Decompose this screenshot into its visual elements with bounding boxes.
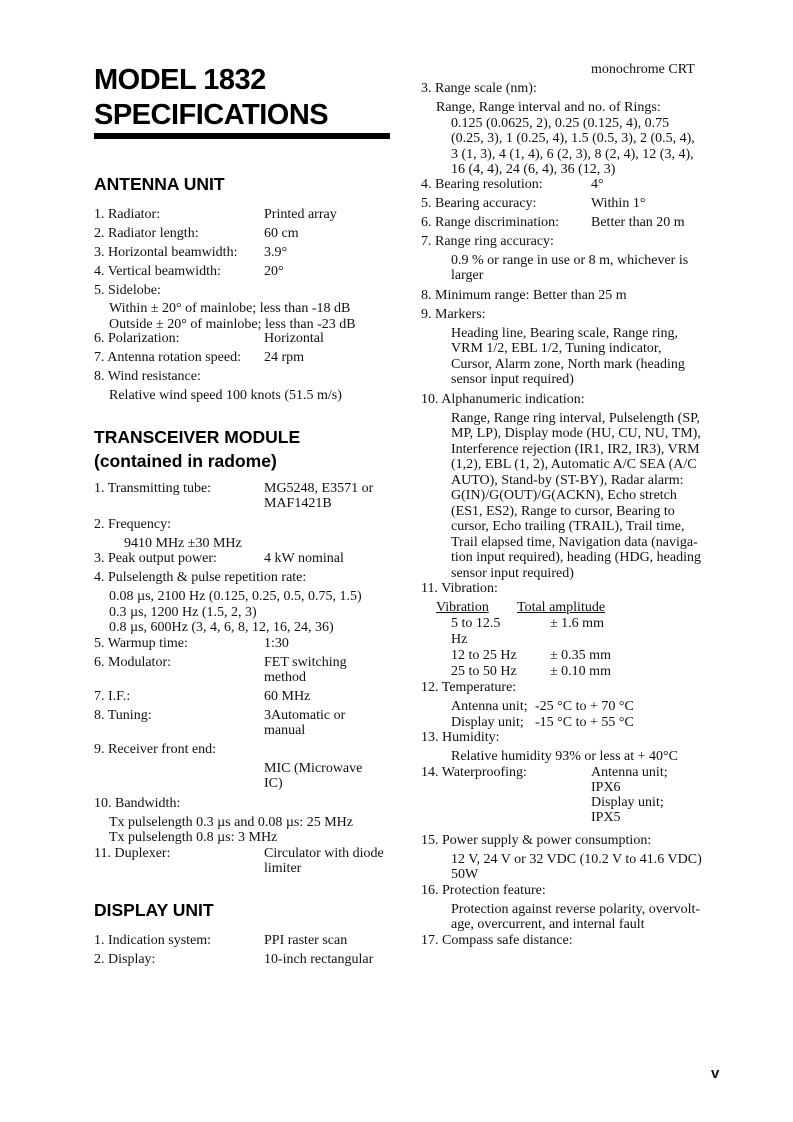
detail-line: sensor input required) <box>451 372 574 387</box>
table-cell: 25 to 50 Hz <box>451 664 517 679</box>
spec-h-beamwidth <box>94 245 404 260</box>
detail-line: MP, LP), Display mode (HU, CU, NU, TM), <box>451 426 701 441</box>
detail-line: cursor, Echo trailing (TRAIL), Trail time, <box>451 519 685 534</box>
spec-value: Better than 20 m <box>591 214 685 230</box>
spec-label: 12. Temperature: <box>421 680 517 695</box>
spec-alphanumeric <box>421 392 721 407</box>
spec-label: 3. Peak output power: <box>94 551 217 566</box>
spec-ring-accuracy <box>421 234 721 249</box>
spec-label: 16. Protection feature: <box>421 882 546 898</box>
detail-line: Cursor, Alarm zone, North mark (heading <box>451 356 685 372</box>
power-detail <box>421 852 721 883</box>
value-line: IPX5 <box>591 809 621 825</box>
spec-compass-safe-distance <box>421 933 721 948</box>
spec-label: 4. Bearing resolution: <box>421 176 543 192</box>
detail-line: (1,2), EBL (1, 2), Automatic A/C SEA (A/C <box>451 457 697 472</box>
table-row <box>436 664 611 680</box>
detail-line: (0.25, 3), 1 (0.25, 4), 1.5 (0.5, 3), 2 (0.5, 4), <box>451 131 695 146</box>
table-row <box>436 616 611 648</box>
detail-line: larger <box>451 268 484 283</box>
spec-label: 8. Wind resistance: <box>94 369 201 384</box>
spec-rotation-speed <box>94 350 404 365</box>
detail-line: 0.125 (0.0625, 2), 0.25 (0.125, 4), 0.75 <box>451 115 670 131</box>
spec-label: 5. Warmup time: <box>94 635 188 651</box>
spec-label: 2. Frequency: <box>94 516 171 532</box>
table-row <box>436 648 611 664</box>
value-line: MAF1421B <box>264 495 332 511</box>
spec-range-scale <box>421 81 721 96</box>
spec-humidity <box>421 730 721 745</box>
detail-line: Tx pulselength 0.3 µs and 0.08 µs: 25 MHz <box>109 814 354 830</box>
spec-value: PPI raster scan <box>264 932 348 948</box>
spec-label: 17. Compass safe distance: <box>421 932 573 948</box>
spec-value: 4 kW nominal <box>264 551 344 566</box>
detail-line: 50W <box>451 867 479 882</box>
spec-label: 5. Bearing accuracy: <box>421 195 537 211</box>
spec-vibration <box>421 581 721 596</box>
value-line: Circulator with diode <box>264 845 384 861</box>
right-column <box>421 60 721 952</box>
spec-value: 4° <box>591 176 604 192</box>
frequency-detail <box>94 536 404 552</box>
wind-detail <box>94 388 404 404</box>
spec-label: 9. Receiver front end: <box>94 741 217 757</box>
spec-value: 3.9° <box>264 245 288 260</box>
title-line-2: SPECIFICATIONS <box>94 99 329 131</box>
spec-label: 1. Radiator: <box>94 207 161 222</box>
detail-line: age, overcurrent, and internal fault <box>451 917 645 932</box>
detail-line: Interference rejection (IR1, IR2, IR3), VRM <box>451 441 700 457</box>
detail-line: VRM 1/2, EBL 1/2, Tuning indicator, <box>451 341 662 356</box>
spec-label: 6. Modulator: <box>94 654 171 670</box>
temp-value: -25 °C to + 70 °C <box>535 699 634 714</box>
spec-waterproofing <box>421 765 721 825</box>
detail-line: Protection against reverse polarity, overvolt- <box>451 901 701 917</box>
title-line-1: MODEL 1832 <box>94 64 266 96</box>
spec-value: 1:30 <box>264 635 289 651</box>
vibration-table <box>436 600 611 680</box>
value-line: manual <box>264 722 306 738</box>
value-line: method <box>264 669 306 685</box>
table-header-row <box>436 600 611 616</box>
detail-line: 16 (4, 4), 24 (6, 4), 36 (12, 3) <box>451 162 616 177</box>
spec-warmup <box>94 636 404 651</box>
detail-line: 9410 MHz ±30 MHz <box>124 535 242 551</box>
spec-value: 60 cm <box>264 226 299 241</box>
column-header: Total amplitude <box>517 600 606 615</box>
spec-v-beamwidth <box>94 264 404 279</box>
spec-transmitting-tube <box>94 481 404 511</box>
page-title <box>94 63 328 133</box>
spec-wind-resistance <box>94 369 404 384</box>
spec-label: 7. I.F.: <box>94 688 131 704</box>
detail-line <box>451 715 721 731</box>
spec-polarization <box>94 331 404 346</box>
spec-label: 10. Bandwidth: <box>94 795 181 811</box>
spec-label: 10. Alphanumeric indication: <box>421 391 585 407</box>
spec-bearing-resolution <box>421 177 721 192</box>
humidity-detail <box>421 749 721 765</box>
spec-temperature <box>421 680 721 695</box>
temperature-detail <box>421 699 721 730</box>
detail-line: Relative humidity 93% or less at + 40°C <box>451 749 678 764</box>
detail-line: Outside ± 20° of mainlobe; less than -23 dB <box>109 316 356 332</box>
detail-line: 0.9 % or range in use or 8 m, whichever is <box>451 252 689 268</box>
spec-label: 8. Tuning: <box>94 707 152 723</box>
spec-value: 24 rpm <box>264 350 305 365</box>
spec-modulator <box>94 655 404 685</box>
spec-label: 5. Sidelobe: <box>94 283 161 298</box>
temp-label: Display unit; <box>451 714 524 730</box>
spec-label: 9. Markers: <box>421 306 486 322</box>
detail-line: Relative wind speed 100 knots (51.5 m/s) <box>109 388 342 403</box>
detail-line: Within ± 20° of mainlobe; less than -18 dB <box>109 301 351 316</box>
detail-line: Range, Range interval and no. of Rings: <box>436 100 661 115</box>
range-scale-values <box>436 116 721 178</box>
spec-value <box>264 846 404 876</box>
spec-value: Horizontal <box>264 331 324 346</box>
detail-line: Trail elapsed time, Navigation data (naviga- <box>451 534 698 550</box>
front-end-value <box>94 761 404 791</box>
detail-line: Tx pulselength 0.8 µs: 3 MHz <box>109 830 278 845</box>
table-cell: ± 0.35 mm <box>550 648 611 663</box>
spec-label: 2. Radiator length: <box>94 226 199 241</box>
spec-label: 11. Vibration: <box>421 581 498 596</box>
spec-value <box>264 708 394 738</box>
spec-label: 3. Horizontal beamwidth: <box>94 245 238 260</box>
spec-label: 4. Pulselength & pulse repetition rate: <box>94 570 307 585</box>
alphanumeric-detail <box>421 411 721 582</box>
detail-line: 12 V, 24 V or 32 VDC (10.2 V to 41.6 VDC) <box>451 851 702 867</box>
spec-frequency <box>94 517 404 532</box>
heading-line: TRANSCEIVER MODULE <box>94 426 301 447</box>
table-cell: ± 1.6 mm <box>550 616 604 631</box>
ring-accuracy-detail <box>421 253 721 284</box>
detail-line: tion input required), heading (HDG, heading <box>451 550 701 565</box>
value-line: 3Automatic or <box>264 707 346 723</box>
spec-tuning <box>94 708 404 738</box>
spec-markers <box>421 307 721 322</box>
antenna-heading: ANTENNA UNIT <box>94 174 225 194</box>
spec-power-supply <box>421 833 721 848</box>
temp-label: Antenna unit; <box>451 699 528 714</box>
spec-label: 1. Indication system: <box>94 932 212 948</box>
spec-if <box>94 689 404 704</box>
detail-line: 0.08 µs, 2100 Hz (0.125, 0.25, 0.5, 0.75, 1.5) <box>109 589 362 604</box>
detail-line: AUTO), Stand-by (ST-BY), Radar alarm: <box>451 472 684 488</box>
detail-line <box>451 699 721 715</box>
spec-receiver-front-end <box>94 742 404 757</box>
spec-bearing-accuracy <box>421 196 721 211</box>
column-header: Vibration <box>436 600 489 615</box>
spec-bandwidth <box>94 796 404 811</box>
title-rule <box>94 133 390 139</box>
spec-value <box>264 761 394 791</box>
spec-sidelobe <box>94 283 404 298</box>
table-cell: 12 to 25 Hz <box>451 648 517 663</box>
detail-line: sensor input required) <box>451 565 574 581</box>
spec-peak-power <box>94 551 404 566</box>
spec-protection <box>421 883 721 898</box>
spec-radiator-length <box>94 226 404 241</box>
value-line: MIC (Microwave <box>264 760 363 776</box>
spec-radiator <box>94 207 404 222</box>
corner-note: monochrome CRT <box>591 62 695 77</box>
spec-label: 6. Range discrimination: <box>421 214 560 230</box>
value-line: Display unit; <box>591 794 664 810</box>
detail-line: Heading line, Bearing scale, Range ring, <box>451 325 679 341</box>
spec-label: 3. Range scale (nm): <box>421 81 537 96</box>
spec-label: 2. Display: <box>94 951 156 967</box>
spec-value <box>264 481 394 511</box>
markers-detail <box>421 326 721 388</box>
display-heading: DISPLAY UNIT <box>94 899 214 920</box>
pulse-detail <box>94 589 404 636</box>
protection-detail <box>421 902 721 933</box>
value-line: Antenna unit; <box>591 764 668 780</box>
value-line: IPX6 <box>591 779 621 795</box>
value-line: IC) <box>264 775 283 791</box>
spec-value <box>591 765 721 825</box>
spec-duplexer <box>94 846 404 876</box>
detail-line: 3 (1, 3), 4 (1, 4), 6 (2, 3), 8 (2, 4), 12 (3, 4), <box>451 146 694 162</box>
sidelobe-detail <box>94 301 404 332</box>
spec-label: 15. Power supply & power consumption: <box>421 832 652 848</box>
spec-value: 10-inch rectangular <box>264 951 374 967</box>
value-line: FET switching <box>264 654 347 670</box>
detail-line: Range, Range ring interval, Pulselength (SP, <box>451 410 700 426</box>
left-column <box>94 172 404 971</box>
spec-value: 60 MHz <box>264 688 311 704</box>
detail-line: (ES1, ES2), Range to cursor, Bearing to <box>451 503 675 519</box>
spec-pulselength <box>94 570 404 585</box>
spec-value <box>264 655 394 685</box>
spec-display <box>94 952 404 967</box>
spec-value: Printed array <box>264 207 337 222</box>
spec-label: 11. Duplexer: <box>94 845 171 861</box>
value-line: MG5248, E3571 or <box>264 480 374 496</box>
spec-label: 14. Waterproofing: <box>421 764 527 780</box>
spec-label: 6. Polarization: <box>94 331 180 346</box>
bandwidth-detail <box>94 815 404 846</box>
spec-label: 7. Range ring accuracy: <box>421 233 554 249</box>
spec-label: 13. Humidity: <box>421 730 500 745</box>
value-line: limiter <box>264 860 302 876</box>
spec-label: 4. Vertical beamwidth: <box>94 264 221 279</box>
spec-value: Within 1° <box>591 195 646 211</box>
spec-label: 7. Antenna rotation speed: <box>94 350 241 365</box>
temp-value: -15 °C to + 55 °C <box>535 714 634 730</box>
heading-line: (contained in radome) <box>94 450 277 471</box>
detail-line: 0.8 µs, 600Hz (3, 4, 6, 8, 12, 16, 24, 36) <box>109 620 334 635</box>
detail-line: G(IN)/G(OUT)/G(ACKN), Echo stretch <box>451 488 677 503</box>
spec-label: 1. Transmitting tube: <box>94 480 212 496</box>
transceiver-heading <box>94 425 404 473</box>
page-number: v <box>711 1065 720 1082</box>
table-cell: 5 to 12.5 Hz <box>451 616 501 647</box>
detail-line: 0.3 µs, 1200 Hz (1.5, 2, 3) <box>109 604 257 620</box>
spec-indication-system <box>94 933 404 948</box>
spec-value: 20° <box>264 264 284 279</box>
spec-minimum-range <box>421 288 721 303</box>
table-cell: ± 0.10 mm <box>550 664 611 679</box>
range-scale-detail <box>421 100 721 178</box>
spec-label: 8. Minimum range: Better than 25 m <box>421 287 627 303</box>
spec-range-discrimination <box>421 215 721 230</box>
